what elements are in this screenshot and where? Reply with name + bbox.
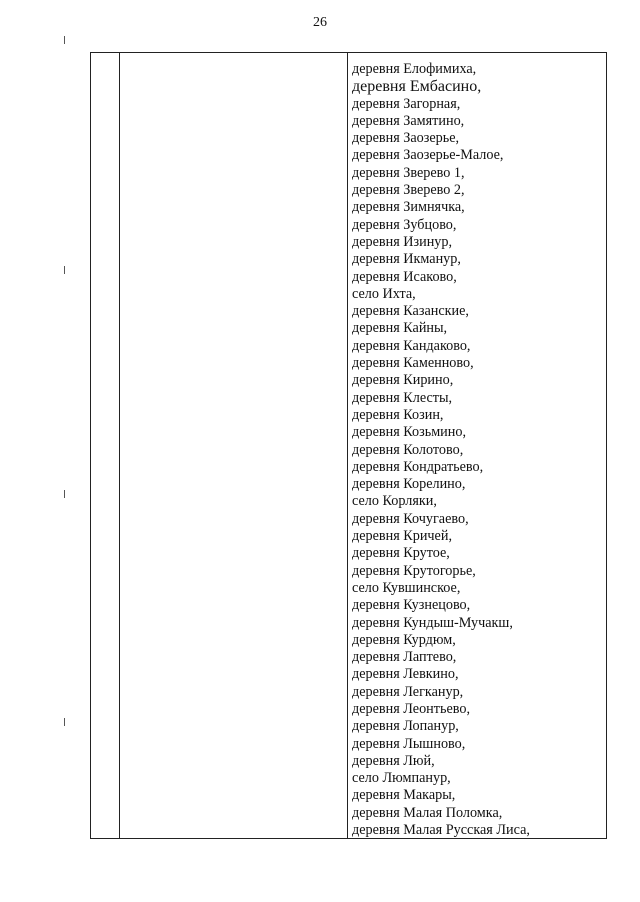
settlement-item: деревня Кричей, xyxy=(352,528,452,545)
settlement-item: деревня Макары, xyxy=(352,787,456,804)
settlement-item: деревня Крутое, xyxy=(352,545,450,562)
column-divider xyxy=(119,53,120,838)
settlement-item: деревня Казанские, xyxy=(352,303,469,320)
settlement-item: деревня Кирино, xyxy=(352,372,454,389)
settlement-item: деревня Козьмино, xyxy=(352,424,466,441)
settlement-item: деревня Зубцово, xyxy=(352,216,457,233)
settlement-item: деревня Корелино, xyxy=(352,476,466,493)
settlement-item: деревня Загорная, xyxy=(352,95,461,112)
settlement-item: село Кувшинское, xyxy=(352,579,461,596)
settlement-item: деревня Крутогорье, xyxy=(352,562,476,579)
settlement-item: деревня Ембасино, xyxy=(352,78,482,96)
settlement-item: деревня Колотово, xyxy=(352,441,464,458)
settlement-item: деревня Исаково, xyxy=(352,268,457,285)
settlement-item: деревня Заозерье-Малое, xyxy=(352,147,504,164)
settlement-item: деревня Зверево 1, xyxy=(352,164,465,181)
settlement-item: село Корляки, xyxy=(352,493,437,510)
page-number: 26 xyxy=(313,15,327,30)
settlement-item: деревня Малая Поломка, xyxy=(352,804,503,821)
settlement-item: деревня Зимнячка, xyxy=(352,199,465,216)
settlement-list xyxy=(352,61,602,839)
settlement-item: деревня Кайны, xyxy=(352,320,448,337)
settlement-item: деревня Клесты, xyxy=(352,389,453,406)
margin-mark xyxy=(64,490,65,498)
settlement-item: деревня Каменново, xyxy=(352,355,474,372)
settlement-item: деревня Замятино, xyxy=(352,112,465,129)
column-divider xyxy=(347,53,348,838)
settlement-item: деревня Икманур, xyxy=(352,251,461,268)
settlement-item: деревня Кондратьево, xyxy=(352,458,484,475)
settlement-item: деревня Елофимиха, xyxy=(352,61,477,77)
settlement-item: деревня Зверево 2, xyxy=(352,182,465,199)
settlement-item: деревня Леонтьево, xyxy=(352,700,470,717)
settlement-item: село Люмпанур, xyxy=(352,770,451,787)
settlement-item: деревня Легканур, xyxy=(352,683,464,700)
margin-mark xyxy=(64,36,65,44)
settlement-item: деревня Лышново, xyxy=(352,735,466,752)
settlement-item: деревня Люй, xyxy=(352,752,435,769)
settlement-item: село Ихта, xyxy=(352,285,416,302)
margin-mark xyxy=(64,718,65,726)
settlement-item: деревня Кандаково, xyxy=(352,337,471,354)
settlement-item: деревня Левкино, xyxy=(352,666,459,683)
settlements-table xyxy=(90,52,607,839)
margin-mark xyxy=(64,266,65,274)
settlement-item: деревня Курдюм, xyxy=(352,631,456,648)
settlement-item: деревня Изинур, xyxy=(352,233,453,250)
settlement-item: деревня Кузнецово, xyxy=(352,597,471,614)
settlement-item: деревня Лаптево, xyxy=(352,649,457,666)
settlement-item: деревня Лопанур, xyxy=(352,718,459,735)
settlement-item: деревня Заозерье, xyxy=(352,130,460,147)
settlement-item: деревня Кундыш-Мучакш, xyxy=(352,614,513,631)
settlement-item: деревня Козин, xyxy=(352,406,444,423)
settlement-item: деревня Малая Русская Лиса, xyxy=(352,822,530,839)
settlement-item: деревня Кочугаево, xyxy=(352,510,469,527)
